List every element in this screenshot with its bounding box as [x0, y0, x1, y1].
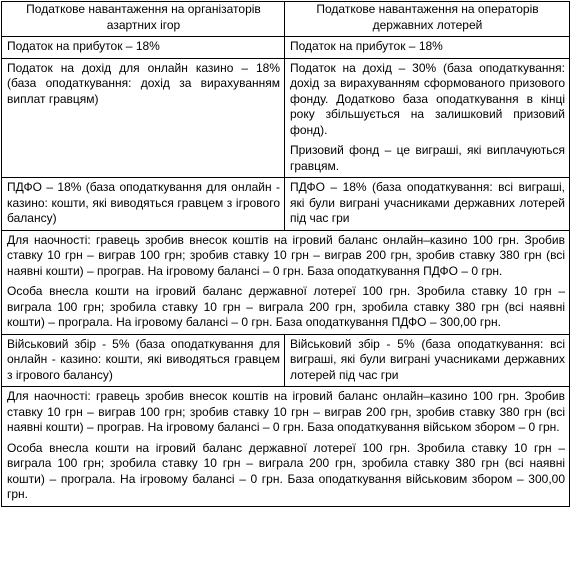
cell-pdfo-gambling: ПДФО – 18% (база оподаткування для онлайн - казино: кошти, які виводяться гравцем з ігрового балансу) [2, 178, 285, 231]
table-row-income-tax [2, 58, 570, 178]
tax-comparison-table [1, 1, 570, 507]
cell-profit-tax-gambling: Податок на прибуток – 18% [2, 37, 285, 59]
header-lottery-operators: Податкове навантаження на операторів державних лотерей [285, 2, 570, 37]
cell-pdfo-example [2, 230, 570, 334]
cell-military-example [2, 387, 570, 507]
table-row-military-levy [2, 334, 570, 387]
pdfo-example-casino: Для наочності: гравець зробив внесок коштів на ігровий баланс онлайн–казино 100 грн. Зробив ставку 10 грн – виграв 100 грн; зробив ставку 10 грн – виграв 200 грн, зробив ставку 380 грн (всі наявні кошти) – програв. На ігровому балансі – 0 грн. База оподаткування ПДФО – 0 грн. [7, 232, 565, 278]
table-row-pdfo-example [2, 230, 570, 334]
cell-income-tax-gambling: Податок на дохід для онлайн казино – 18% (база оподаткування: дохід за вирахуванням виплат гравцям) [2, 58, 285, 178]
pdfo-example-lottery: Особа внесла кошти на ігровий баланс державної лотереї 100 грн. Зробила ставку 10 грн – виграла 100 грн; зробила ставку 10 грн – виграла 200 грн, зробила ставку 380 грн (всі наявні кошти) – програла. На ігровому балансі – 0 грн. База оподаткування ПДФО – 300,00 грн. [7, 284, 565, 329]
military-example-lottery: Особа внесла кошти на ігровий баланс державної лотереї 100 грн. Зробила ставку 10 грн – виграла 100 грн; зробила ставку 10 грн – виграла 200 грн, зробила ставку 380 грн (всі наявні кошти) – програла. На ігровому балансі – 0 грн. База оподаткування військовим збором – 300,00 грн. [7, 440, 565, 501]
cell-income-tax-lottery [285, 58, 570, 178]
prize-fund-definition: Призовий фонд – це виграші, які виплачуються гравцям. [290, 143, 565, 173]
cell-profit-tax-lottery: Податок на прибуток – 18% [285, 37, 570, 59]
cell-military-levy-gambling: Військовий збір - 5% (база оподаткування для онлайн - казино: кошти, які виводяться гравцем з ігрового балансу) [2, 334, 285, 387]
military-example-casino: Для наочності: гравець зробив внесок коштів на ігровий баланс онлайн–казино 100 грн. Зробив ставку 10 грн – виграв 100 грн; зробив ставку 10 грн – виграв 200 грн, зробив ставку 380 грн (всі наявні кошти) – програв. На ігровому балансі – 0 грн. База оподаткування військом збором – 0 грн. [7, 389, 565, 434]
cell-pdfo-lottery: ПДФО – 18% (база оподаткування: всі виграші, які були виграні учасниками державних лотерей під час гри [285, 178, 570, 231]
table-row-pdfo [2, 178, 570, 231]
table-header-row [2, 2, 570, 37]
income-tax-lottery-text: Податок на дохід – 30% (база оподаткування: дохід за вирахуванням сформованого призового фонду. Додатково база оподаткування в кінці року збільшується на залишковий призовий фонд). [290, 60, 565, 137]
table-row-profit-tax [2, 37, 570, 59]
table-row-military-example [2, 387, 570, 507]
cell-military-levy-lottery: Військовий збір - 5% (база оподаткування: всі виграші, які були виграні учасниками державних лотерей під час гри [285, 334, 570, 387]
header-gambling-organizers: Податкове навантаження на організаторів азартних ігор [2, 2, 285, 37]
